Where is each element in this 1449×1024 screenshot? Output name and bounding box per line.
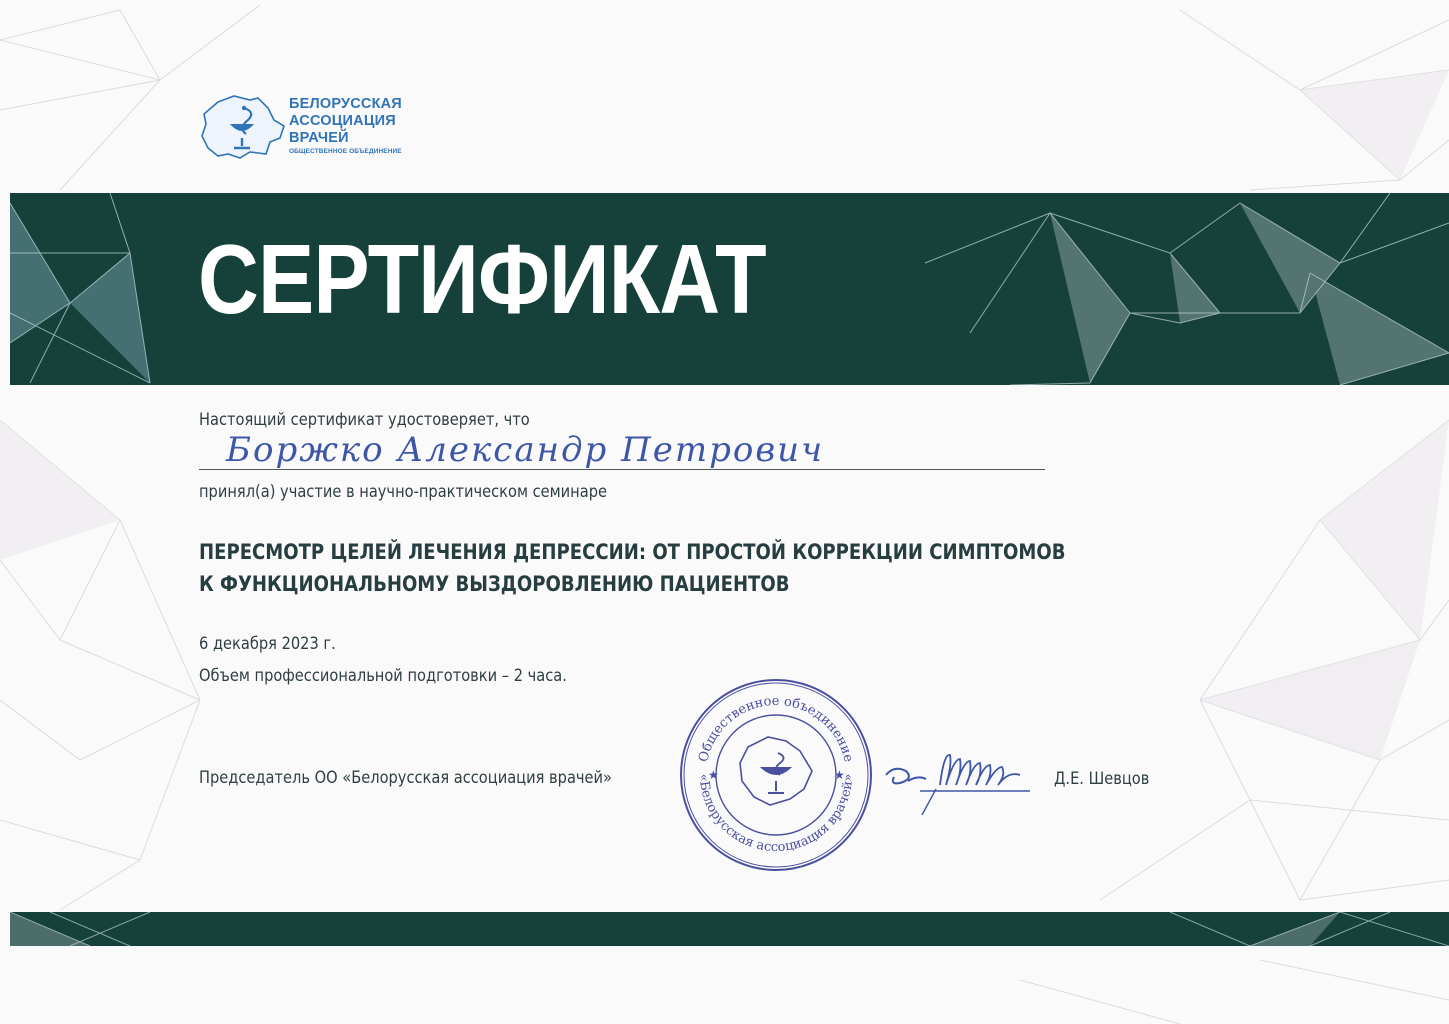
seminar-title-line-1: ПЕРЕСМОТР ЦЕЛЕЙ ЛЕЧЕНИЯ ДЕПРЕССИИ: ОТ ПРОСТОЙ КОРРЕКЦИИ СИМПТОМОВ [199,540,1066,564]
chairman-label: Председатель ОО «Белорусская ассоциация врачей» [199,768,612,788]
seminar-title-line-2: К ФУНКЦИОНАЛЬНОМУ ВЫЗДОРОВЛЕНИЮ ПАЦИЕНТОВ [199,572,790,596]
recipient-name-handwritten: Боржко Александр Петрович [226,430,825,470]
chairman-signature [880,745,1060,820]
certificate-title: СЕРТИФИКАТ [198,224,766,334]
logo-subtitle: ОБЩЕСТВЕННОЕ ОБЪЕДИНЕНИЕ [289,148,402,155]
organization-logo [200,92,430,172]
svg-text:★: ★ [834,768,845,782]
belarus-map-icon [200,94,286,160]
footer-network-pattern [10,912,1449,946]
intro-text: Настоящий сертификат удостоверяет, что [199,410,530,430]
seminar-date: 6 декабря 2023 г. [199,634,336,654]
logo-text-line-1: БЕЛОРУССКАЯ [289,96,402,112]
participation-text: принял(а) участие в научно-практическом семинаре [199,482,607,502]
logo-text-line-3: ВРАЧЕЙ [289,130,349,146]
svg-text:★: ★ [708,768,719,782]
name-underline [199,469,1045,470]
training-volume: Объем профессиональной подготовки – 2 часа. [199,666,567,686]
footer-banner [10,912,1449,946]
organization-seal [676,675,876,875]
chairman-name: Д.Е. Шевцов [1054,769,1150,789]
logo-text-line-2: АССОЦИАЦИЯ [289,113,396,129]
seal-top-text: Общественное объединение [696,693,856,764]
seal-bottom-text: «Белорусская ассоциация врачей» [695,773,857,856]
